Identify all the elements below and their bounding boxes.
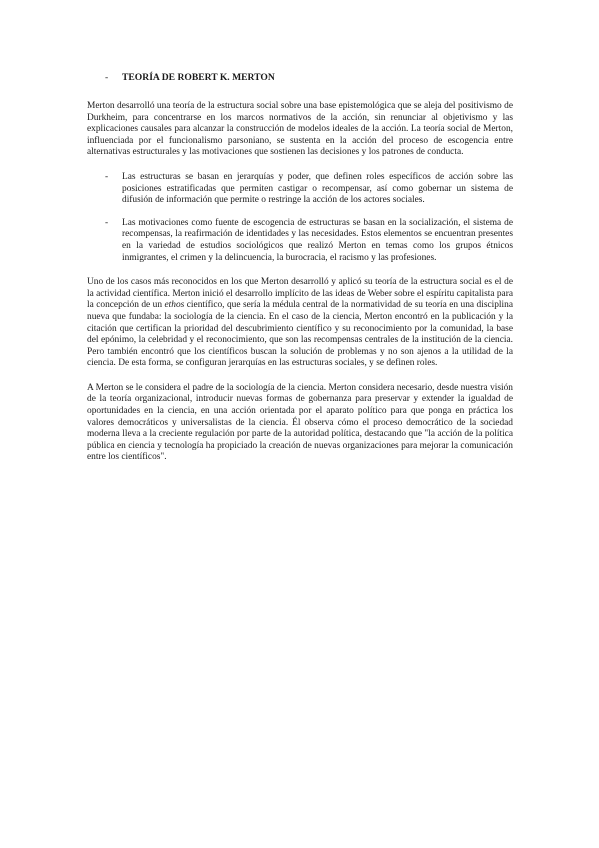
- bullet-text: Las motivaciones como fuente de escogencia de estructuras se basan en la socialización, el sistema de recompensas, la reafirmación de identidades y las necesidades. Estos elementos se encuentran presentes en la variedad de estudios sociológicos que realizó Merton en temas como los grupos étnicos inmigrantes, el crimen y la delincuencia, la burocracia, el racismo y las profesiones.: [122, 217, 513, 263]
- heading-title: TEORÍA DE ROBERT K. MERTON: [122, 72, 275, 83]
- paragraph-intro: Merton desarrolló una teoría de la estructura social sobre una base epistemológica que se aleja del positivismo de Durkheim, para concentrarse en los marcos normativos de la acción, sin renunciar al objetivismo y las explicaciones causales para alcanzar la construcción de modelos ideales de la acción. La teoría social de Merton, influenciada por el funcionalismo parsoniano, se sustenta en la acción del proceso de escogencia entre alternativas estructurales y las motivaciones que sostienen las decisiones y los patrones de conducta.: [87, 101, 513, 158]
- bullet-item-motivations: [87, 218, 513, 264]
- section-heading: [105, 72, 513, 83]
- bullet-dash: -: [105, 171, 109, 182]
- bullet-item-structures: [87, 172, 513, 207]
- bullet-list: [87, 172, 513, 264]
- bullet-dash: -: [105, 217, 109, 228]
- paragraph-sociology-of-science: A Merton se le considera el padre de la sociología de la ciencia. Merton considera necesario, desde nuestra visión de la teoría organizacional, introducir nuevas formas de gobernanza para preservar y extender la igualdad de oportunidades en la ciencia, en una acción orientada por el aparato político para que ponga en práctica los valores democráticos y universalistas de la ciencia. Él observa cómo el proceso democrático de la sociedad moderna lleva a la creciente regulación por parte de la autoridad política, destacando que "la acción de la política pública en ciencia y tecnología ha propiciado la creación de nuevas organizaciones para mejorar la comunicación entre los científicos".: [87, 382, 513, 463]
- paragraph-text: Uno de los casos más reconocidos en los que Merton desarrolló y aplicó su teoría de la estructura social es el de la actividad científica. Merton inició el desarrollo implícito de las ideas de Weber sobre el espíritu capitalista para la concepción de un: [87, 277, 513, 311]
- ethos-term: ethos: [164, 300, 185, 311]
- document-page: [87, 72, 513, 477]
- paragraph-text: científico, que sería la médula central de la normatividad de su teoría en una disciplina nueva que fundaba: la sociología de la ciencia. En el caso de la ciencia, Merton encontró en la publicación y la citación que certifican la prioridad del descubrimiento científico y su reconocimiento por la comunidad, la base del epónimo, la celebridad y el reconocimiento, que son las recompensas centrales de la institución de la ciencia. Pero también encontró que los científicos buscan la solución de problemas y no son ajenos a la utilidad de la ciencia. De esta forma, se configuran jerarquías en las estructuras sociales, y se definen roles.: [87, 300, 513, 369]
- bullet-text: Las estructuras se basan en jerarquías y poder, que definen roles específicos de acción sobre las posiciones estratificadas que permiten castigar o recompensar, así como gobernar un sistema de difusión de información que permite o restringe la acción de los actores sociales.: [122, 171, 513, 206]
- heading-dash: -: [105, 72, 109, 83]
- paragraph-science-case: [87, 277, 513, 370]
